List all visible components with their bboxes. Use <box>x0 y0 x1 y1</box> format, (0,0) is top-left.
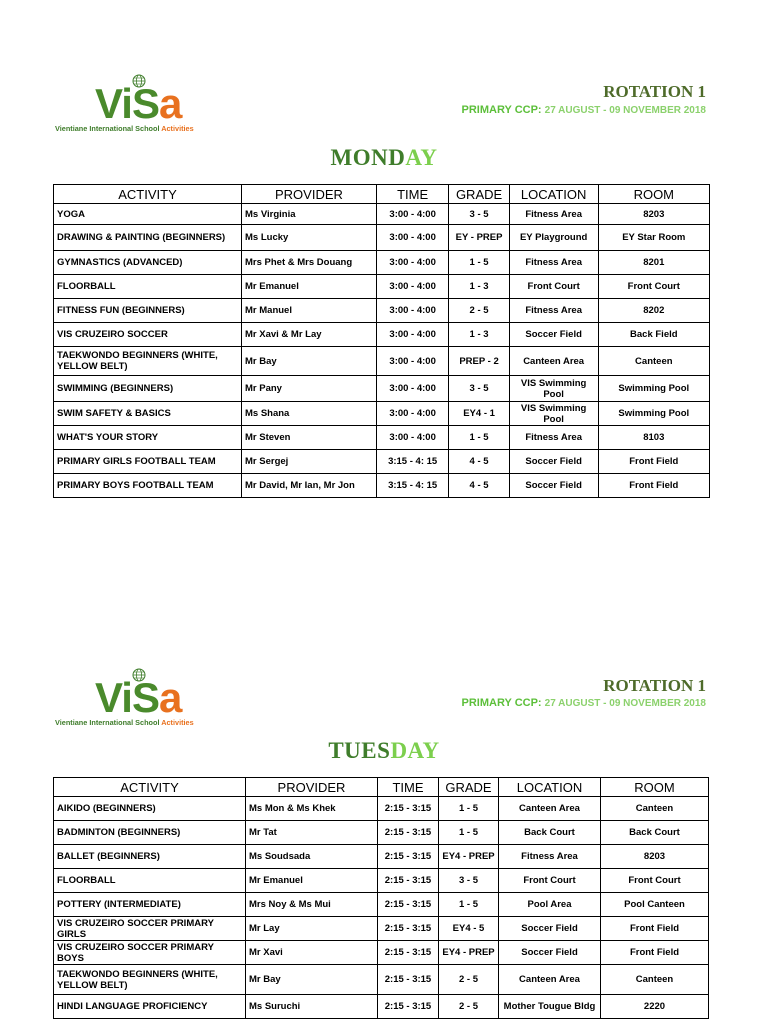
table-header-row <box>54 778 709 797</box>
cell-room: Front Court <box>601 869 709 893</box>
cell-grade: 1 - 5 <box>449 426 509 450</box>
cell-time: 3:00 - 4:00 <box>376 225 449 251</box>
logo-tagline: Vientiane International School Activities <box>55 124 194 133</box>
cell-location: Soccer Field <box>499 917 601 941</box>
cell-activity: BALLET (BEGINNERS) <box>54 845 246 869</box>
cell-provider: Mr Xavi <box>246 941 378 965</box>
cell-activity: FLOORBALL <box>54 275 242 299</box>
cell-provider: Ms Virginia <box>242 204 377 225</box>
cell-room: Canteen <box>601 965 709 995</box>
header-grade: GRADE <box>449 185 509 204</box>
cell-time: 2:15 - 3:15 <box>378 965 439 995</box>
cell-time: 2:15 - 3:15 <box>378 869 439 893</box>
cell-provider: Mr Steven <box>242 426 377 450</box>
table-row <box>54 821 709 845</box>
cell-room: Front Field <box>598 450 709 474</box>
cell-room: Front Field <box>598 474 709 498</box>
cell-location: Back Court <box>499 821 601 845</box>
cell-activity: SWIM SAFETY & BASICS <box>54 402 242 426</box>
cell-location: Fitness Area <box>509 204 598 225</box>
cell-activity: POTTERY (INTERMEDIATE) <box>54 893 246 917</box>
cell-grade: EY4 - 5 <box>439 917 499 941</box>
cell-provider: Ms Soudsada <box>246 845 378 869</box>
cell-room: Front Field <box>601 941 709 965</box>
cell-activity: DRAWING & PAINTING (BEGINNERS) <box>54 225 242 251</box>
cell-room: Front Field <box>601 917 709 941</box>
cell-activity: GYMNASTICS (ADVANCED) <box>54 251 242 275</box>
table-row <box>54 869 709 893</box>
rotation-title: ROTATION 1 <box>603 676 706 695</box>
cell-provider: Mr Xavi & Mr Lay <box>242 323 377 347</box>
cell-location: Mother Tougue Bldg <box>499 995 601 1019</box>
cell-room: Swimming Pool <box>598 402 709 426</box>
cell-location: Soccer Field <box>499 941 601 965</box>
table-row <box>54 995 709 1019</box>
cell-grade: 4 - 5 <box>449 450 509 474</box>
cell-activity: SWIMMING (BEGINNERS) <box>54 376 242 402</box>
visa-logo <box>55 668 220 728</box>
cell-grade: 1 - 5 <box>449 251 509 275</box>
cell-grade: 2 - 5 <box>449 299 509 323</box>
cell-time: 3:00 - 4:00 <box>376 299 449 323</box>
cell-grade: EY - PREP <box>449 225 509 251</box>
cell-room: Front Court <box>598 275 709 299</box>
table-row <box>54 965 709 995</box>
cell-location: Canteen Area <box>499 965 601 995</box>
cell-activity: VIS CRUZEIRO SOCCER PRIMARY BOYS <box>54 941 246 965</box>
cell-time: 2:15 - 3:15 <box>378 821 439 845</box>
cell-room: Swimming Pool <box>598 376 709 402</box>
table-row <box>54 941 709 965</box>
cell-activity: HINDI LANGUAGE PROFICIENCY <box>54 995 246 1019</box>
cell-room: Canteen <box>601 797 709 821</box>
cell-location: Canteen Area <box>499 797 601 821</box>
cell-location: Soccer Field <box>509 450 598 474</box>
cell-room: EY Star Room <box>598 225 709 251</box>
cell-activity: PRIMARY GIRLS FOOTBALL TEAM <box>54 450 242 474</box>
cell-provider: Mr David, Mr Ian, Mr Jon <box>242 474 377 498</box>
table-row <box>54 893 709 917</box>
header-location: LOCATION <box>499 778 601 797</box>
cell-location: Fitness Area <box>509 251 598 275</box>
cell-grade: 1 - 5 <box>439 821 499 845</box>
cell-provider: Mr Lay <box>246 917 378 941</box>
logo-wordmark: ViSa <box>95 674 182 721</box>
cell-time: 3:15 - 4: 15 <box>376 474 449 498</box>
cell-grade: 2 - 5 <box>439 965 499 995</box>
cell-location: Pool Area <box>499 893 601 917</box>
schedule-table <box>53 777 709 1019</box>
cell-location: Fitness Area <box>509 299 598 323</box>
cell-room: 8201 <box>598 251 709 275</box>
cell-grade: 4 - 5 <box>449 474 509 498</box>
cell-grade: 1 - 5 <box>439 797 499 821</box>
cell-activity: AIKIDO (BEGINNERS) <box>54 797 246 821</box>
cell-provider: Mr Emanuel <box>242 275 377 299</box>
cell-grade: EY4 - 1 <box>449 402 509 426</box>
logo-wordmark: ViSa <box>95 80 182 127</box>
cell-time: 3:00 - 4:00 <box>376 402 449 426</box>
cell-location: VIS Swimming Pool <box>509 402 598 426</box>
header-provider: PROVIDER <box>246 778 378 797</box>
cell-room: 8203 <box>598 204 709 225</box>
ccp-line: PRIMARY CCP: 27 AUGUST - 09 NOVEMBER 2018 <box>461 104 706 116</box>
cell-provider: Ms Lucky <box>242 225 377 251</box>
cell-provider: Mr Sergej <box>242 450 377 474</box>
cell-room: 8202 <box>598 299 709 323</box>
cell-time: 3:00 - 4:00 <box>376 376 449 402</box>
cell-activity: PRIMARY BOYS FOOTBALL TEAM <box>54 474 242 498</box>
cell-grade: EY4 - PREP <box>439 941 499 965</box>
cell-time: 3:00 - 4:00 <box>376 426 449 450</box>
cell-activity: TAEKWONDO BEGINNERS (WHITE, YELLOW BELT) <box>54 965 246 995</box>
header-provider: PROVIDER <box>242 185 377 204</box>
cell-location: Soccer Field <box>509 474 598 498</box>
cell-activity: FITNESS FUN (BEGINNERS) <box>54 299 242 323</box>
cell-provider: Mr Pany <box>242 376 377 402</box>
cell-grade: 2 - 5 <box>439 995 499 1019</box>
cell-time: 2:15 - 3:15 <box>378 797 439 821</box>
cell-grade: 1 - 3 <box>449 275 509 299</box>
table-row <box>54 845 709 869</box>
cell-location: Fitness Area <box>499 845 601 869</box>
header-activity: ACTIVITY <box>54 185 242 204</box>
cell-time: 2:15 - 3:15 <box>378 995 439 1019</box>
cell-provider: Mrs Noy & Ms Mui <box>246 893 378 917</box>
header-time: TIME <box>378 778 439 797</box>
cell-activity: YOGA <box>54 204 242 225</box>
ccp-line: PRIMARY CCP: 27 AUGUST - 09 NOVEMBER 2018 <box>461 697 706 709</box>
cell-activity: FLOORBALL <box>54 869 246 893</box>
cell-time: 3:00 - 4:00 <box>376 323 449 347</box>
cell-location: Fitness Area <box>509 426 598 450</box>
cell-room: Back Court <box>601 821 709 845</box>
cell-activity: VIS CRUZEIRO SOCCER <box>54 323 242 347</box>
cell-location: VIS Swimming Pool <box>509 376 598 402</box>
cell-provider: Ms Mon & Ms Khek <box>246 797 378 821</box>
cell-room: Pool Canteen <box>601 893 709 917</box>
cell-grade: 1 - 5 <box>439 893 499 917</box>
cell-provider: Mrs Phet & Mrs Douang <box>242 251 377 275</box>
cell-provider: Mr Emanuel <box>246 869 378 893</box>
cell-provider: Mr Bay <box>242 347 377 376</box>
cell-provider: Mr Manuel <box>242 299 377 323</box>
cell-location: Front Court <box>499 869 601 893</box>
rotation-title: ROTATION 1 <box>603 82 706 101</box>
header-room: ROOM <box>601 778 709 797</box>
table-row <box>54 917 709 941</box>
cell-time: 2:15 - 3:15 <box>378 941 439 965</box>
cell-provider: Mr Tat <box>246 821 378 845</box>
cell-grade: PREP - 2 <box>449 347 509 376</box>
cell-time: 2:15 - 3:15 <box>378 893 439 917</box>
cell-location: Soccer Field <box>509 323 598 347</box>
cell-provider: Ms Shana <box>242 402 377 426</box>
cell-location: EY Playground <box>509 225 598 251</box>
cell-room: 8203 <box>601 845 709 869</box>
cell-activity: BADMINTON (BEGINNERS) <box>54 821 246 845</box>
cell-time: 3:00 - 4:00 <box>376 204 449 225</box>
header-grade: GRADE <box>439 778 499 797</box>
cell-room: Back Field <box>598 323 709 347</box>
cell-room: 2220 <box>601 995 709 1019</box>
day-heading: MONDAY <box>330 145 438 170</box>
cell-time: 3:15 - 4: 15 <box>376 450 449 474</box>
cell-time: 3:00 - 4:00 <box>376 347 449 376</box>
cell-time: 3:00 - 4:00 <box>376 275 449 299</box>
cell-provider: Ms Suruchi <box>246 995 378 1019</box>
table-row <box>54 797 709 821</box>
cell-time: 3:00 - 4:00 <box>376 251 449 275</box>
cell-grade: 3 - 5 <box>449 376 509 402</box>
cell-activity: WHAT'S YOUR STORY <box>54 426 242 450</box>
header-room: ROOM <box>598 185 709 204</box>
logo-tagline: Vientiane International School Activities <box>55 718 194 727</box>
cell-location: Canteen Area <box>509 347 598 376</box>
header-time: TIME <box>376 185 449 204</box>
cell-room: Canteen <box>598 347 709 376</box>
cell-activity: TAEKWONDO BEGINNERS (WHITE, YELLOW BELT) <box>54 347 242 376</box>
cell-provider: Mr Bay <box>246 965 378 995</box>
cell-location: Front Court <box>509 275 598 299</box>
cell-room: 8103 <box>598 426 709 450</box>
cell-time: 2:15 - 3:15 <box>378 917 439 941</box>
header-location: LOCATION <box>509 185 598 204</box>
cell-grade: 3 - 5 <box>439 869 499 893</box>
cell-time: 2:15 - 3:15 <box>378 845 439 869</box>
cell-grade: 3 - 5 <box>449 204 509 225</box>
day-heading: TUESDAY <box>328 738 440 763</box>
header-activity: ACTIVITY <box>54 778 246 797</box>
cell-grade: EY4 - PREP <box>439 845 499 869</box>
cell-activity: VIS CRUZEIRO SOCCER PRIMARY GIRLS <box>54 917 246 941</box>
cell-grade: 1 - 3 <box>449 323 509 347</box>
